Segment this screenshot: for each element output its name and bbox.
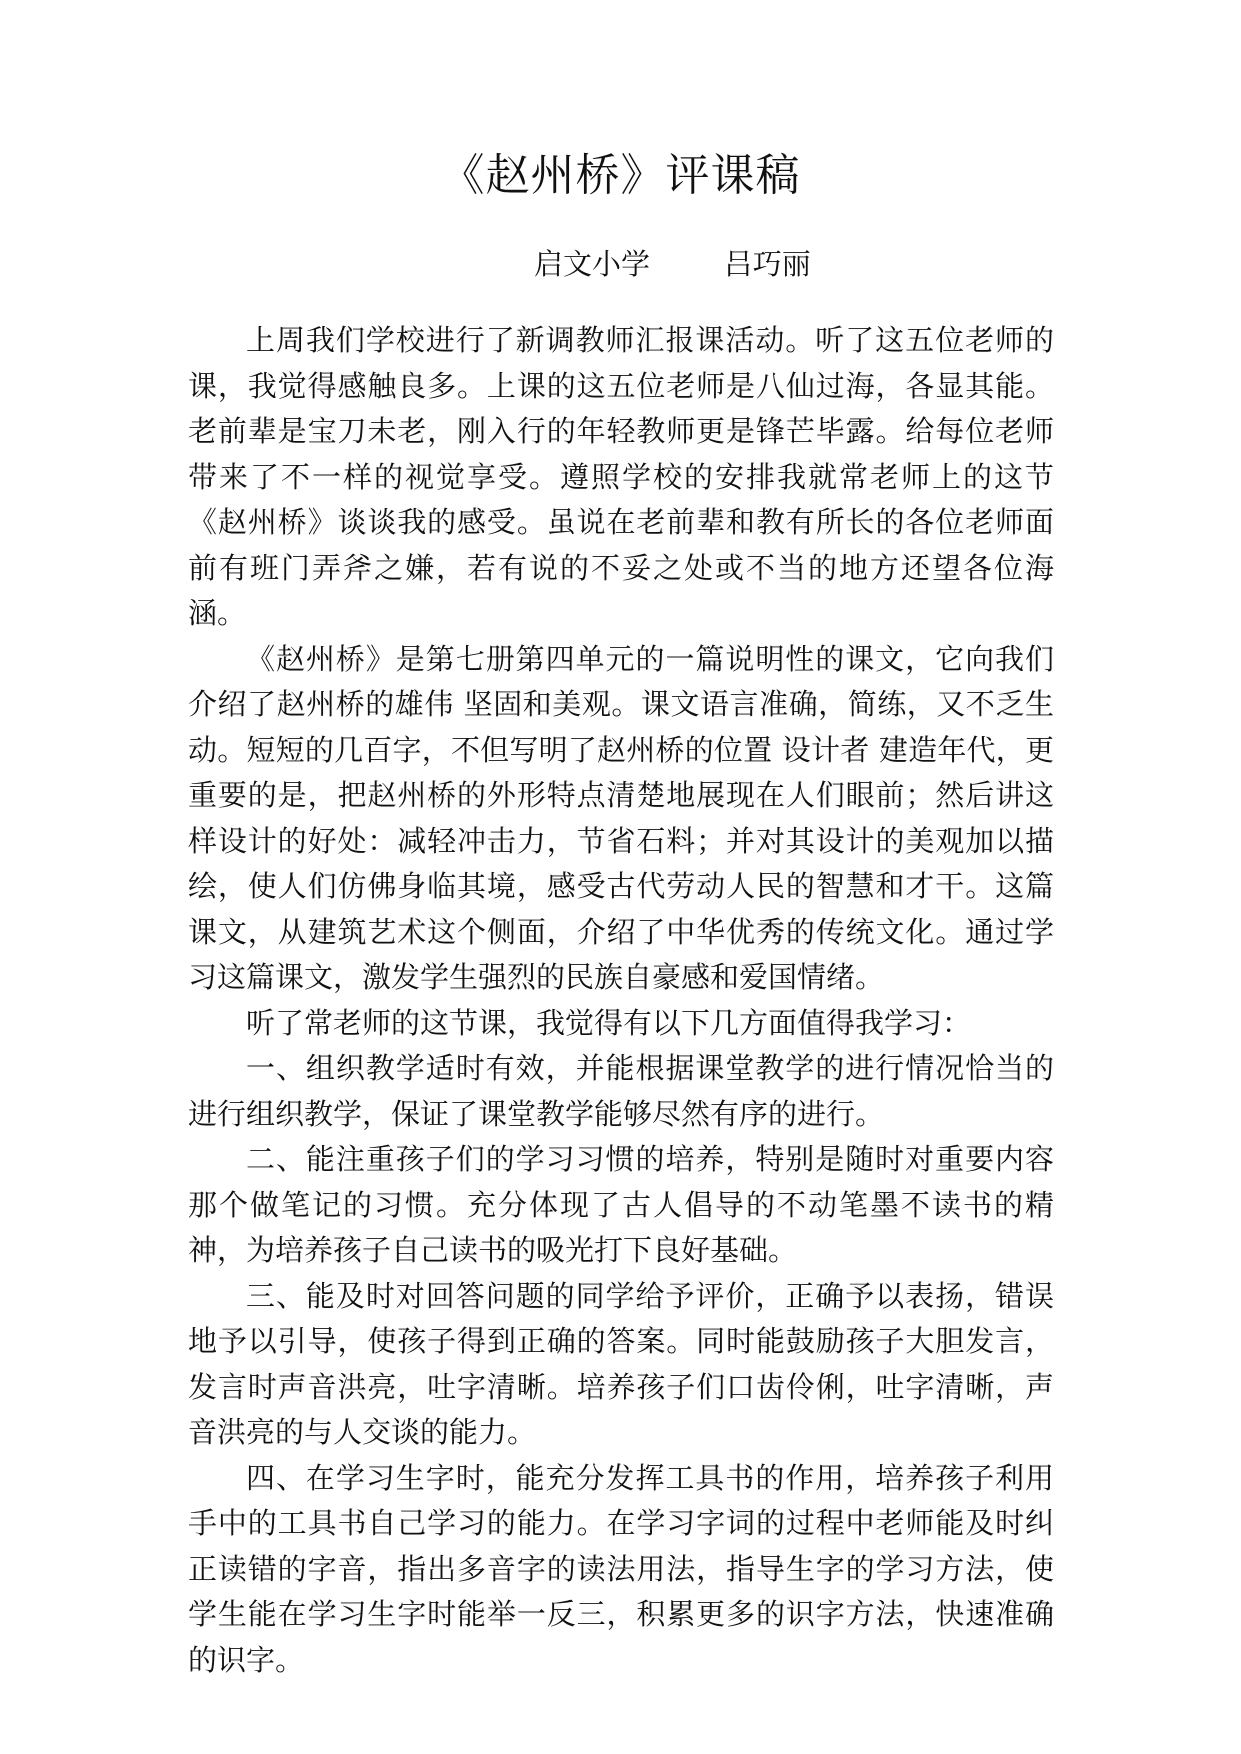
author-byline: 启文小学 吕巧丽 [534,247,811,281]
paragraph-lead-in: 听了常老师的这节课，我觉得有以下几方面值得我学习： [246,1005,972,1040]
document-title: 《赵州桥》评课稿 [440,150,801,201]
paragraph-point-2: 二、能注重孩子们的学习习惯的培养，特别是随时对重要内容那个做笔记的习惯。充分体现了古人倡导的不动笔墨不读书的精神，为培养孩子自己读书的吸光打下良好基础。 [188,1142,1054,1267]
paragraph-point-1: 一、组织教学适时有效，并能根据课堂教学的进行情况恰当的进行组织教学，保证了课堂教学能够尽然有序的进行。 [188,1051,1054,1131]
paragraph-point-3: 三、能及时对回答问题的同学给予评价，正确予以表扬，错误地予以引导，使孩子得到正确的答案。同时能鼓励孩子大胆发言，发言时声音洪亮，吐字清晰。培养孩子们口齿伶俐，吐字清晰，声音洪亮的与人交谈的能力。 [188,1278,1054,1449]
paragraph-point-4: 四、在学习生字时，能充分发挥工具书的作用，培养孩子利用手中的工具书自己学习的能力。在学习字词的过程中老师能及时纠正读错的字音，指出多音字的读法用法，指导生字的学习方法，使学生能在学习生字时能举一反三，积累更多的识字方法，快速准确的识字。 [188,1460,1054,1677]
paragraph-intro: 上周我们学校进行了新调教师汇报课活动。听了这五位老师的课，我觉得感触良多。上课的这五位老师是八仙过海，各显其能。老前辈是宝刀未老，刚入行的年轻教师更是锋芒毕露。给每位老师带来了不一样的视觉享受。遵照学校的安排我就常老师上的这节《赵州桥》谈谈我的感受。虽说在老前辈和教有所长的各位老师面前有班门弄斧之嫌，若有说的不妥之处或不当的地方还望各位海涵。 [188,323,1054,630]
paragraph-text-analysis: 《赵州桥》是第七册第四单元的一篇说明性的课文，它向我们介绍了赵州桥的雄伟 坚固和美观。课文语言准确，简练，又不乏生动。短短的几百字，不但写明了赵州桥的位置 设计者 建造年代，更重要的是，把赵州桥的外形特点清楚地展现在人们眼前；然后讲这样设计的好处：减轻冲击力，节省石料；并对其设计的美观加以描绘，使人们仿佛身临其境，感受古代劳动人民的智慧和才干。这篇课文，从建筑艺术这个侧面，介绍了中华优秀的传统文化。通过学习这篇课文，激发学生强烈的民族自豪感和爱国情绪。 [188,641,1054,994]
document-body [188,318,1054,1683]
